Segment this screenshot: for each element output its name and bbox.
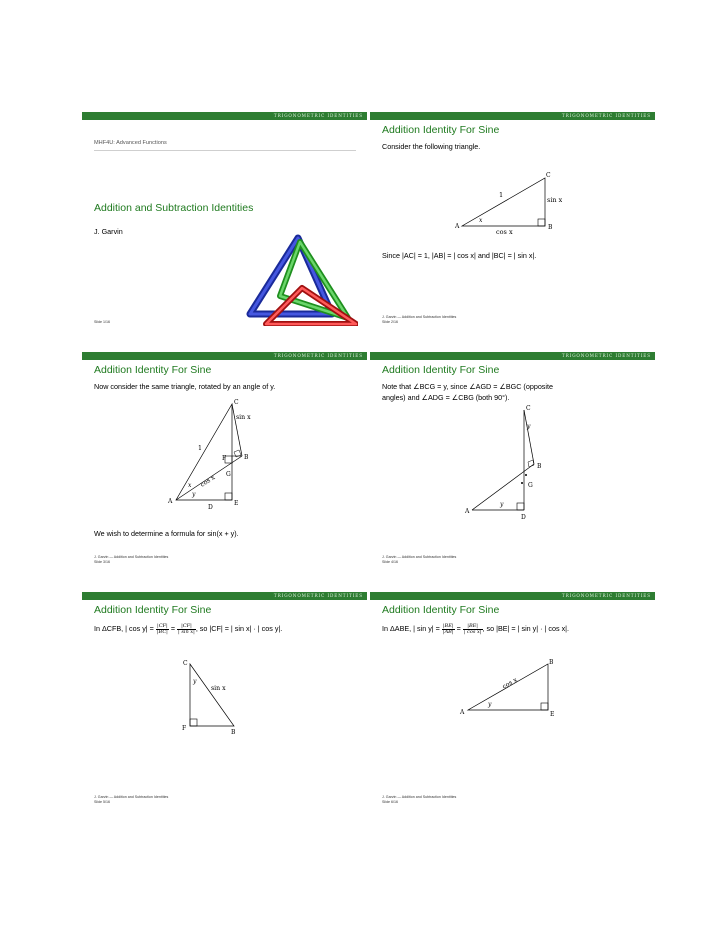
triangle-abe-figure — [458, 656, 558, 720]
fraction-1: $\frac{|BE|}{|AB|}$ — [442, 622, 454, 635]
slide-number: Slide 1/16 — [94, 320, 110, 324]
slide-number: Slide 4/16 — [382, 560, 398, 564]
footer-author: J. Garvin — Addition and Subtraction Identities — [382, 555, 457, 559]
figure-label: E — [234, 500, 239, 507]
figure-label: D — [208, 504, 213, 511]
figure-label: A — [465, 508, 470, 515]
figure-label: F — [222, 455, 227, 462]
slide-2 — [370, 112, 655, 326]
slide-number: Slide 2/16 — [382, 320, 398, 324]
figure-label: G — [528, 482, 533, 489]
cos-relation: In ΔCFB, | cos y| = $\frac{|CF|}{|BC|}$ = $\frac{|CF|}{\text{| sin x|}}$ , so |CF| = | sin x| · | cos y|. — [94, 622, 283, 635]
slide-header-bar — [82, 112, 367, 120]
fraction-2: $\frac{|BE|}{\text{| cos x|}}$ — [463, 622, 482, 635]
footer-author: J. Garvin — Addition and Subtraction Identities — [94, 795, 169, 799]
right-triangle-figure — [452, 170, 562, 240]
course-name: MHF4U: Advanced Functions — [94, 140, 167, 146]
label-C: C — [546, 172, 551, 179]
slide-header-bar — [370, 352, 655, 360]
wish-statement: We wish to determine a formula for sin(x + y). — [94, 529, 239, 538]
label-angle: x — [479, 217, 483, 224]
slide-header-bar — [82, 352, 367, 360]
slide-intro: Now consider the same triangle, rotated by an angle of y. — [94, 382, 276, 391]
figure-label: C — [183, 660, 188, 667]
figure-label: cos x — [501, 676, 519, 691]
footer-author: J. Garvin — Addition and Subtraction Identities — [382, 795, 457, 799]
triangle-cfb-figure — [178, 656, 258, 738]
angle-figure — [462, 402, 562, 522]
slide-5 — [82, 592, 367, 806]
slide-intro: Consider the following triangle. — [382, 142, 481, 151]
label-B: B — [548, 224, 553, 231]
figure-label: C — [526, 405, 531, 412]
figure-label: D — [521, 514, 526, 521]
figure-label: A — [460, 709, 465, 716]
note-line-2: angles) and ∠ADG = ∠CBG (both 90°). — [382, 393, 510, 402]
slide-header-bar — [370, 112, 655, 120]
label-A: A — [455, 223, 460, 230]
slide-header-bar — [370, 592, 655, 600]
slide-number: Slide 6/16 — [382, 800, 398, 804]
figure-label: E — [550, 711, 555, 718]
author-name: J. Garvin — [94, 227, 123, 236]
figure-label: B — [549, 659, 554, 666]
header-text: TRIGONOMETRIC IDENTITIES — [273, 593, 363, 598]
header-text: TRIGONOMETRIC IDENTITIES — [273, 353, 363, 358]
figure-label: sin x — [236, 414, 251, 421]
fraction-1: $\frac{|CF|}{|BC|}$ — [156, 622, 168, 635]
header-text: TRIGONOMETRIC IDENTITIES — [273, 113, 363, 118]
slide-title: Addition Identity For Sine — [94, 364, 212, 376]
rotated-triangle-figure — [164, 392, 274, 512]
slide-title: Addition Identity For Sine — [382, 364, 500, 376]
slide-3 — [82, 352, 367, 566]
figure-label: sin x — [211, 685, 226, 692]
footer-author: J. Garvin — Addition and Subtraction Identities — [94, 555, 169, 559]
figure-label: B — [537, 463, 542, 470]
sin-relation: In ΔABE, | sin y| = $\frac{|BE|}{|AB|}$ = $\frac{|BE|}{\text{| cos x|}}$ , so |BE| = | sin y| · | cos x|. — [382, 622, 570, 635]
presentation-title: Addition and Subtraction Identities — [94, 202, 254, 214]
figure-label: y — [193, 678, 197, 685]
label-hyp: 1 — [499, 191, 504, 199]
slide-title: Addition Identity For Sine — [382, 124, 500, 136]
figure-label: B — [231, 729, 236, 736]
figure-label: x — [188, 482, 192, 489]
figure-label: 1 — [198, 445, 202, 452]
figure-label: F — [182, 725, 187, 732]
header-text: TRIGONOMETRIC IDENTITIES — [561, 593, 651, 598]
title-divider — [94, 150, 356, 151]
figure-label: cos x — [199, 474, 217, 489]
figure-label: y — [527, 423, 531, 430]
slide-1 — [82, 112, 367, 326]
fraction-2: $\frac{|CF|}{\text{| sin x|}}$ — [178, 622, 195, 635]
slide-header-bar — [82, 592, 367, 600]
slide-4 — [370, 352, 655, 566]
label-adj: cos x — [496, 228, 513, 236]
figure-label: A — [168, 498, 173, 505]
slide-6 — [370, 592, 655, 806]
figure-label: y — [192, 491, 196, 498]
header-text: TRIGONOMETRIC IDENTITIES — [561, 353, 651, 358]
slide-title: Addition Identity For Sine — [382, 604, 500, 616]
figure-label: y — [500, 501, 504, 508]
footer-author: J. Garvin — Addition and Subtraction Identities — [382, 315, 457, 319]
figure-label: C — [234, 399, 239, 406]
since-statement: Since |AC| = 1, |AB| = | cos x| and |BC| = | sin x|. — [382, 251, 537, 260]
figure-label: G — [226, 471, 231, 478]
slide-title: Addition Identity For Sine — [94, 604, 212, 616]
header-text: TRIGONOMETRIC IDENTITIES — [561, 113, 651, 118]
label-opp: sin x — [547, 196, 562, 204]
slide-number: Slide 3/16 — [94, 560, 110, 564]
slide-number: Slide 5/16 — [94, 800, 110, 804]
figure-label: y — [488, 701, 492, 708]
note-line-1: Note that ∠BCG = y, since ∠AGD = ∠BGC (opposite — [382, 382, 553, 391]
figure-label: B — [244, 454, 249, 461]
triangle-logo — [238, 230, 358, 326]
